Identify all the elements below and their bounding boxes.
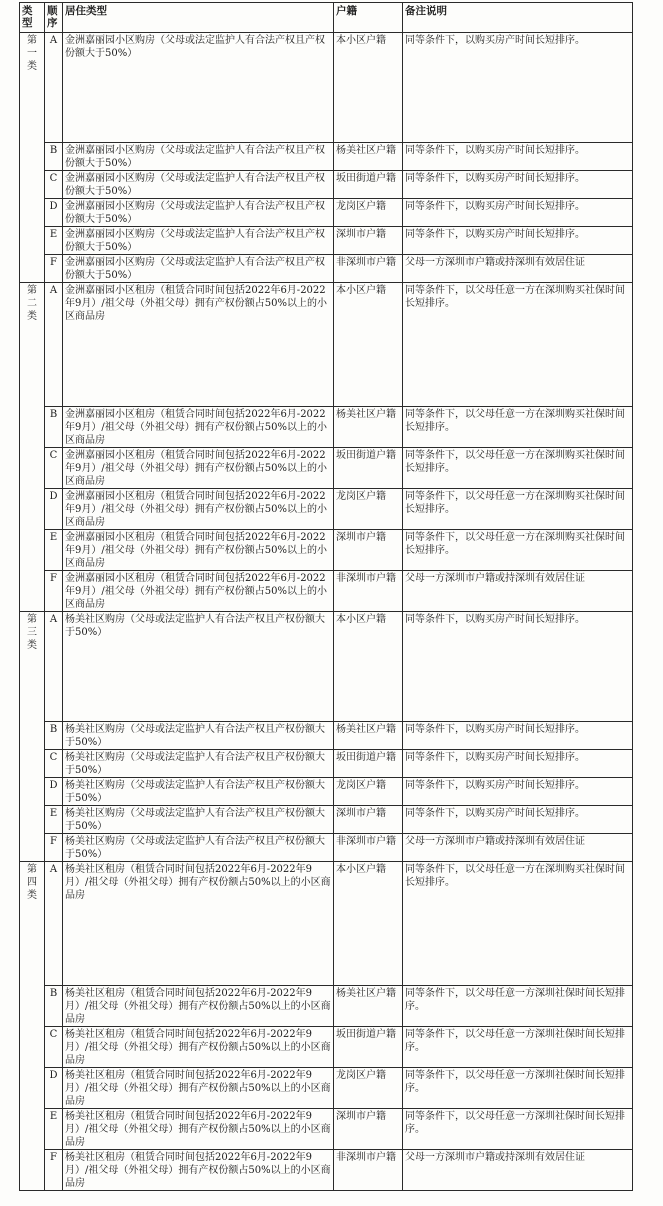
hukou-cell: 坂田街道户籍 [334,1027,403,1068]
table-row [20,778,633,806]
order-cell: D [45,199,63,227]
category-label: 第二类 [27,285,37,322]
residence-type-cell: 金洲嘉丽园小区租房（租赁合同时间包括2022年6月-2022年9月）/祖父母（外祖父母）拥有产权份额占50%以上的小区商品房 [63,448,334,489]
note-cell: 同等条件下，以父母任意一方深圳社保时间长短排序。 [403,986,633,1027]
note-cell: 同等条件下，以父母任意一方在深圳购买社保时间长短排序。 [403,283,633,407]
residence-type-cell: 杨美社区租房（租赁合同时间包括2022年6月-2022年9月）/祖父母（外祖父母）拥有产权份额占50%以上的小区商品房 [63,1068,334,1109]
note-cell: 同等条件下，以父母任意一方在深圳购买社保时间长短排序。 [403,862,633,986]
table-row [20,806,633,834]
order-cell: E [45,1109,63,1150]
note-cell: 同等条件下，以购买房产时间长短排序。 [403,143,633,171]
order-cell: F [45,571,63,612]
order-cell: D [45,489,63,530]
note-cell: 同等条件下，以购买房产时间长短排序。 [403,778,633,806]
category-cell [20,283,45,612]
table-row [20,986,633,1027]
note-cell: 父母一方深圳市户籍或持深圳有效居住证 [403,1150,633,1191]
enrollment-priority-table [19,2,633,1191]
table-row [20,834,633,862]
hukou-cell: 非深圳市户籍 [334,255,403,283]
residence-type-cell: 金洲嘉丽园小区租房（租赁合同时间包括2022年6月-2022年9月）/祖父母（外祖父母）拥有产权份额占50%以上的小区商品房 [63,571,334,612]
header-residence-type: 居住类型 [63,3,334,33]
table-row [20,489,633,530]
residence-type-cell: 杨美社区购房（父母或法定监护人有合法产权且产权份额大于50%） [63,612,334,722]
residence-type-cell: 杨美社区租房（租赁合同时间包括2022年6月-2022年9月）/祖父母（外祖父母）拥有产权份额占50%以上的小区商品房 [63,1027,334,1068]
residence-type-cell: 杨美社区购房（父母或法定监护人有合法产权且产权份额大于50%） [63,722,334,750]
header-hukou: 户籍 [334,3,403,33]
order-cell: F [45,1150,63,1191]
residence-type-cell: 金洲嘉丽园小区租房（租赁合同时间包括2022年6月-2022年9月）/祖父母（外祖父母）拥有产权份额占50%以上的小区商品房 [63,283,334,407]
note-cell: 同等条件下，以父母任意一方深圳社保时间长短排序。 [403,1109,633,1150]
note-cell: 同等条件下，以购买房产时间长短排序。 [403,612,633,722]
table-row [20,283,633,407]
note-cell: 同等条件下，以购买房产时间长短排序。 [403,806,633,834]
table-row [20,612,633,722]
header-category: 类型 [20,3,45,33]
hukou-cell: 杨美社区户籍 [334,986,403,1027]
note-cell: 父母一方深圳市户籍或持深圳有效居住证 [403,255,633,283]
residence-type-cell: 金洲嘉丽园小区租房（租赁合同时间包括2022年6月-2022年9月）/祖父母（外祖父母）拥有产权份额占50%以上的小区商品房 [63,530,334,571]
hukou-cell: 杨美社区户籍 [334,407,403,448]
order-cell: E [45,227,63,255]
hukou-cell: 龙岗区户籍 [334,778,403,806]
hukou-cell: 深圳市户籍 [334,1109,403,1150]
order-cell: F [45,834,63,862]
note-cell: 同等条件下，以购买房产时间长短排序。 [403,227,633,255]
table-row [20,407,633,448]
order-cell: B [45,986,63,1027]
residence-type-cell: 杨美社区租房（租赁合同时间包括2022年6月-2022年9月）/祖父母（外祖父母）拥有产权份额占50%以上的小区商品房 [63,1109,334,1150]
order-cell: C [45,1027,63,1068]
table-row [20,171,633,199]
order-cell: A [45,862,63,986]
residence-type-cell: 杨美社区租房（租赁合同时间包括2022年6月-2022年9月）/祖父母（外祖父母）拥有产权份额占50%以上的小区商品房 [63,1150,334,1191]
residence-type-cell: 金洲嘉丽园小区购房（父母或法定监护人有合法产权且产权份额大于50%） [63,33,334,143]
header-notes: 备注说明 [403,3,633,33]
residence-type-cell: 金洲嘉丽园小区购房（父母或法定监护人有合法产权且产权份额大于50%） [63,143,334,171]
order-cell: B [45,407,63,448]
table-row [20,571,633,612]
category-cell [20,862,45,1191]
hukou-cell: 杨美社区户籍 [334,722,403,750]
note-cell: 父母一方深圳市户籍或持深圳有效居住证 [403,571,633,612]
residence-type-cell: 杨美社区购房（父母或法定监护人有合法产权且产权份额大于50%） [63,750,334,778]
order-cell: A [45,33,63,143]
hukou-cell: 杨美社区户籍 [334,143,403,171]
note-cell: 同等条件下，以父母任意一方在深圳购买社保时间长短排序。 [403,489,633,530]
residence-type-cell: 杨美社区租房（租赁合同时间包括2022年6月-2022年9月）/祖父母（外祖父母）拥有产权份额占50%以上的小区商品房 [63,862,334,986]
table-row [20,1150,633,1191]
header-order: 顺序 [45,3,63,33]
table-row [20,1109,633,1150]
order-cell: E [45,806,63,834]
table-row [20,143,633,171]
note-cell: 同等条件下，以父母任意一方在深圳购买社保时间长短排序。 [403,530,633,571]
hukou-cell: 龙岗区户籍 [334,199,403,227]
note-cell: 同等条件下，以父母任意一方深圳社保时间长短排序。 [403,1068,633,1109]
hukou-cell: 本小区户籍 [334,612,403,722]
residence-type-cell: 金洲嘉丽园小区租房（租赁合同时间包括2022年6月-2022年9月）/祖父母（外祖父母）拥有产权份额占50%以上的小区商品房 [63,489,334,530]
hukou-cell: 坂田街道户籍 [334,448,403,489]
note-cell: 同等条件下，以购买房产时间长短排序。 [403,33,633,143]
hukou-cell: 非深圳市户籍 [334,1150,403,1191]
order-cell: A [45,283,63,407]
hukou-cell: 深圳市户籍 [334,806,403,834]
order-cell: C [45,171,63,199]
hukou-cell: 坂田街道户籍 [334,750,403,778]
residence-type-cell: 金洲嘉丽园小区购房（父母或法定监护人有合法产权且产权份额大于50%） [63,227,334,255]
table-header-row [20,3,633,33]
order-cell: F [45,255,63,283]
order-cell: B [45,722,63,750]
note-cell: 同等条件下，以购买房产时间长短排序。 [403,171,633,199]
category-label: 第三类 [27,614,37,651]
residence-type-cell: 金洲嘉丽园小区租房（租赁合同时间包括2022年6月-2022年9月）/祖父母（外祖父母）拥有产权份额占50%以上的小区商品房 [63,407,334,448]
table-body [20,33,633,1191]
order-cell: E [45,530,63,571]
note-cell: 同等条件下，以购买房产时间长短排序。 [403,750,633,778]
note-cell: 同等条件下，以父母任意一方在深圳购买社保时间长短排序。 [403,407,633,448]
residence-type-cell: 杨美社区租房（租赁合同时间包括2022年6月-2022年9月）/祖父母（外祖父母）拥有产权份额占50%以上的小区商品房 [63,986,334,1027]
table-row [20,255,633,283]
residence-type-cell: 金洲嘉丽园小区购房（父母或法定监护人有合法产权且产权份额大于50%） [63,199,334,227]
note-cell: 同等条件下，以购买房产时间长短排序。 [403,199,633,227]
note-cell: 同等条件下，以购买房产时间长短排序。 [403,722,633,750]
table-row [20,722,633,750]
residence-type-cell: 杨美社区购房（父母或法定监护人有合法产权且产权份额大于50%） [63,834,334,862]
hukou-cell: 坂田街道户籍 [334,171,403,199]
hukou-cell: 深圳市户籍 [334,227,403,255]
table-row [20,1068,633,1109]
hukou-cell: 本小区户籍 [334,283,403,407]
category-cell [20,612,45,862]
table-row [20,33,633,143]
category-cell [20,33,45,283]
residence-type-cell: 金洲嘉丽园小区购房（父母或法定监护人有合法产权且产权份额大于50%） [63,255,334,283]
residence-type-cell: 杨美社区购房（父母或法定监护人有合法产权且产权份额大于50%） [63,806,334,834]
order-cell: C [45,750,63,778]
order-cell: D [45,778,63,806]
note-cell: 同等条件下，以父母任意一方深圳社保时间长短排序。 [403,1027,633,1068]
table-row [20,1027,633,1068]
hukou-cell: 本小区户籍 [334,862,403,986]
order-cell: D [45,1068,63,1109]
note-cell: 同等条件下，以父母任意一方在深圳购买社保时间长短排序。 [403,448,633,489]
hukou-cell: 深圳市户籍 [334,530,403,571]
hukou-cell: 非深圳市户籍 [334,571,403,612]
hukou-cell: 非深圳市户籍 [334,834,403,862]
table-row [20,862,633,986]
note-cell: 父母一方深圳市户籍或持深圳有效居住证 [403,834,633,862]
hukou-cell: 龙岗区户籍 [334,1068,403,1109]
category-label: 第四类 [27,864,37,901]
table-row [20,199,633,227]
hukou-cell: 本小区户籍 [334,33,403,143]
table-row [20,530,633,571]
order-cell: B [45,143,63,171]
table-row [20,227,633,255]
residence-type-cell: 杨美社区购房（父母或法定监护人有合法产权且产权份额大于50%） [63,778,334,806]
table-row [20,448,633,489]
residence-type-cell: 金洲嘉丽园小区购房（父母或法定监护人有合法产权且产权份额大于50%） [63,171,334,199]
category-label: 第一类 [27,35,37,72]
order-cell: C [45,448,63,489]
table-row [20,750,633,778]
order-cell: A [45,612,63,722]
hukou-cell: 龙岗区户籍 [334,489,403,530]
